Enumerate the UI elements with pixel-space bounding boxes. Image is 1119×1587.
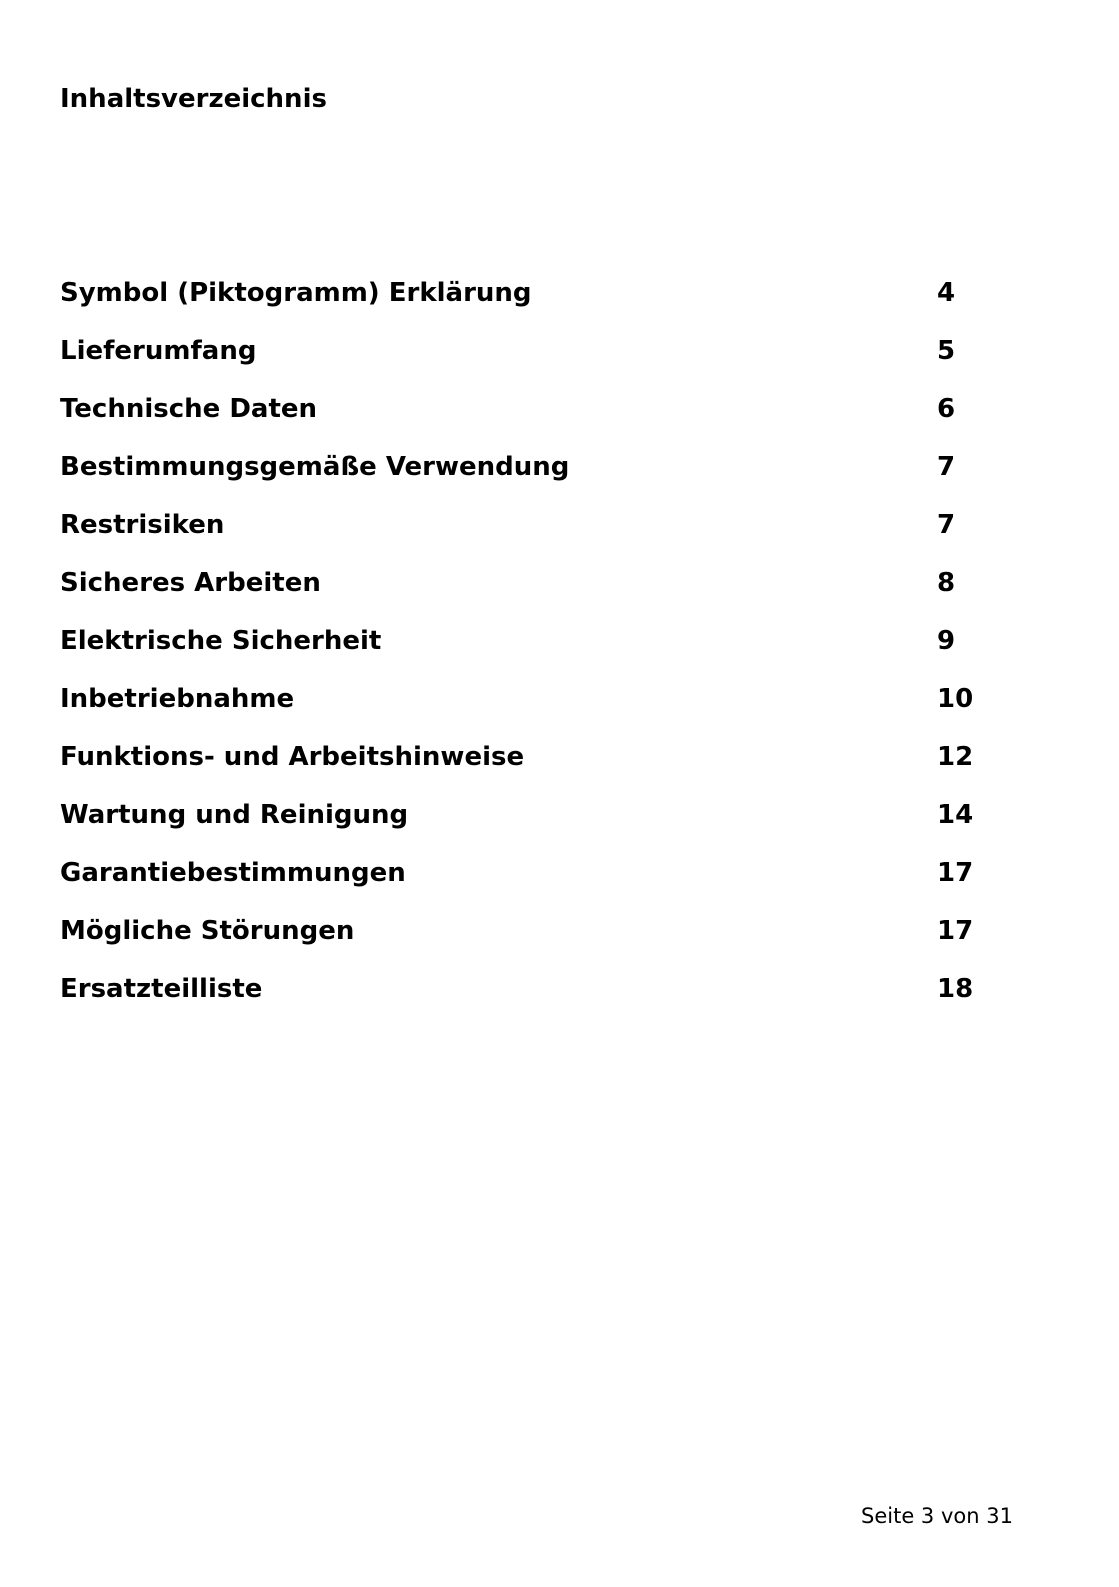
toc-entry-label: Wartung und Reinigung: [60, 800, 409, 830]
toc-entry-page: 6: [937, 394, 956, 424]
toc-entry-page: 9: [937, 626, 956, 656]
toc-entry-page: 14: [937, 800, 974, 830]
toc-entry[interactable]: [60, 276, 1020, 334]
toc-entry-page: 12: [937, 742, 974, 772]
toc-entry-label: Symbol (Piktogramm) Erklärung: [60, 278, 532, 308]
toc-entry[interactable]: [60, 624, 1020, 682]
toc-entry-label: Garantiebestimmungen: [60, 858, 406, 888]
toc-entry-page: 17: [937, 916, 974, 946]
toc-entry[interactable]: [60, 798, 1020, 856]
toc-entry-page: 5: [937, 336, 956, 366]
toc-entry-page: 7: [937, 452, 956, 482]
page-footer: Seite 3 von 31: [861, 1504, 1013, 1528]
toc-entry[interactable]: [60, 450, 1020, 508]
toc-entry-label: Bestimmungsgemäße Verwendung: [60, 452, 570, 482]
toc-entry-label: Technische Daten: [60, 394, 318, 424]
toc-entry-label: Inbetriebnahme: [60, 684, 295, 714]
toc-entry-label: Funktions- und Arbeitshinweise: [60, 742, 525, 772]
toc-entry[interactable]: [60, 856, 1020, 914]
toc-entry[interactable]: [60, 914, 1020, 972]
toc-entry[interactable]: [60, 392, 1020, 450]
toc-entry-page: 17: [937, 858, 974, 888]
toc-entry[interactable]: [60, 566, 1020, 624]
toc-entry-page: 8: [937, 568, 956, 598]
toc-entry-label: Elektrische Sicherheit: [60, 626, 382, 656]
toc-entry[interactable]: [60, 508, 1020, 566]
toc-entry-page: 4: [937, 278, 956, 308]
toc-entry[interactable]: [60, 682, 1020, 740]
toc-entry-page: 18: [937, 974, 974, 1004]
toc-entry-label: Ersatzteilliste: [60, 974, 263, 1004]
toc-entry-label: Lieferumfang: [60, 336, 257, 366]
toc-entry-page: 10: [937, 684, 974, 714]
toc-entry[interactable]: [60, 740, 1020, 798]
page-title: Inhaltsverzeichnis: [60, 84, 327, 114]
toc-entry-label: Restrisiken: [60, 510, 225, 540]
toc-entry-page: 7: [937, 510, 956, 540]
toc-entry-label: Sicheres Arbeiten: [60, 568, 321, 598]
toc-entry[interactable]: [60, 334, 1020, 392]
toc-entry-label: Mögliche Störungen: [60, 916, 355, 946]
table-of-contents: [60, 276, 1020, 1030]
toc-entry[interactable]: [60, 972, 1020, 1030]
